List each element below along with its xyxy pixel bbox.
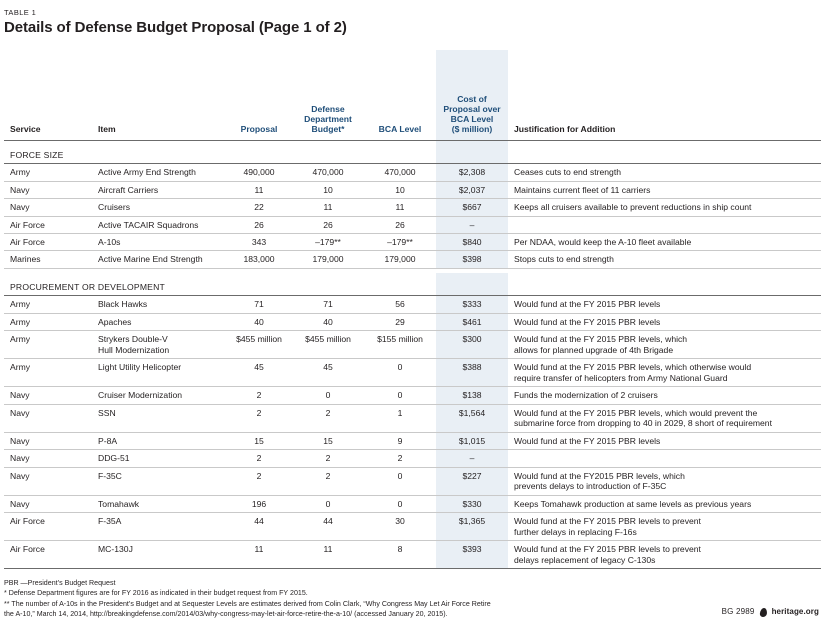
cell-bca-level: 56 [364, 296, 436, 313]
section-heading-cost-cell [436, 273, 508, 296]
cell-justification: Would fund at the FY 2015 PBR levels, which allows for planned upgrade of 4th Brigade [508, 331, 821, 359]
cell-dod-budget: 470,000 [292, 164, 364, 181]
table-header [4, 50, 821, 140]
cell-service: Army [4, 359, 92, 387]
table-row [4, 541, 821, 569]
cell-proposal: 2 [226, 467, 292, 495]
table-row [4, 404, 821, 432]
cell-service: Navy [4, 467, 92, 495]
cell-service: Army [4, 313, 92, 330]
table-row [4, 331, 821, 359]
cell-dod-budget: 0 [292, 387, 364, 404]
footer [722, 607, 819, 616]
cell-proposal: 40 [226, 313, 292, 330]
cell-cost: $300 [436, 331, 508, 359]
table-row [4, 467, 821, 495]
cell-bca-level: 10 [364, 181, 436, 198]
table-note-line: * Defense Department figures are for FY 2016 as indicated in their budget request from FY 2015. [4, 589, 308, 598]
table-row [4, 164, 821, 181]
cell-item: Cruisers [92, 199, 226, 216]
header-spacer-row [4, 50, 821, 94]
cell-proposal: 196 [226, 495, 292, 512]
cell-item: Active TACAIR Squadrons [92, 216, 226, 233]
cell-cost: $1,564 [436, 404, 508, 432]
cell-proposal: 2 [226, 404, 292, 432]
cell-dod-budget: 44 [292, 513, 364, 541]
page-title: Details of Defense Budget Proposal (Page 1 of 2) [4, 19, 347, 36]
table-row [4, 233, 821, 250]
cell-justification: Would fund at the FY 2015 PBR levels, which otherwise would require transfer of helicopters from Army National Guard [508, 359, 821, 387]
cell-service: Army [4, 331, 92, 359]
cell-service: Navy [4, 495, 92, 512]
cell-item: DDG-51 [92, 450, 226, 467]
cell-justification: Per NDAA, would keep the A-10 fleet available [508, 233, 821, 250]
cell-dod-budget: $455 million [292, 331, 364, 359]
table-row [4, 513, 821, 541]
section-heading-cost-cell [436, 140, 508, 163]
cell-dod-budget: 2 [292, 450, 364, 467]
cell-bca-level: 0 [364, 359, 436, 387]
report-id: BG 2989 [721, 607, 755, 616]
cell-dod-budget: 2 [292, 404, 364, 432]
cell-service: Army [4, 164, 92, 181]
cell-cost: $667 [436, 199, 508, 216]
dod-budget-line-3: Budget* [311, 124, 345, 135]
cell-dod-budget: 15 [292, 432, 364, 449]
cell-item: SSN [92, 404, 226, 432]
cell-service: Navy [4, 387, 92, 404]
cell-justification: Would fund at the FY 2015 PBR levels [508, 432, 821, 449]
cost-line-2: Proposal over [443, 104, 501, 115]
column-header-service: Service [4, 94, 92, 140]
cell-bca-level: –179** [364, 233, 436, 250]
table-row [4, 181, 821, 198]
cost-line-3: BCA Level [450, 114, 494, 125]
cell-cost: $138 [436, 387, 508, 404]
cell-item: Active Army End Strength [92, 164, 226, 181]
cell-bca-level: 8 [364, 541, 436, 569]
table-body [4, 140, 821, 569]
cell-bca-level: 179,000 [364, 251, 436, 268]
cell-proposal: 2 [226, 387, 292, 404]
cell-item: Cruiser Modernization [92, 387, 226, 404]
spacer-cell-5 [364, 50, 436, 94]
section-heading-row [4, 273, 821, 296]
cell-cost: $333 [436, 296, 508, 313]
spacer-cell-1 [4, 50, 92, 94]
cell-cost: $330 [436, 495, 508, 512]
section-heading-justification-cell [508, 273, 821, 296]
table-note-line: ** The number of A-10s in the President’s Budget and at Sequester Levels are estimates derived from Colin Clark, “Why Congress May Let Air Force Retire [4, 599, 491, 608]
cell-cost: – [436, 450, 508, 467]
cell-bca-level: 0 [364, 387, 436, 404]
table-note-line: PBR —President’s Budget Request [4, 579, 116, 588]
table-row [4, 495, 821, 512]
cell-service: Navy [4, 404, 92, 432]
cell-item: Light Utility Helicopter [92, 359, 226, 387]
cost-line-1: Cost of [457, 94, 487, 104]
dod-budget-line-1: Defense [311, 104, 345, 115]
cell-bca-level: 470,000 [364, 164, 436, 181]
spacer-cell-6 [436, 50, 508, 94]
column-header-justification: Justification for Addition [508, 94, 821, 140]
cell-service: Navy [4, 199, 92, 216]
column-header-dod-budget [292, 94, 364, 140]
cell-service: Air Force [4, 233, 92, 250]
cell-proposal: 15 [226, 432, 292, 449]
cell-item: MC-130J [92, 541, 226, 569]
cell-item: F-35A [92, 513, 226, 541]
table-row [4, 251, 821, 268]
cell-bca-level: $155 million [364, 331, 436, 359]
table-row [4, 450, 821, 467]
cell-item: A-10s [92, 233, 226, 250]
cell-item: Strykers Double-V Hull Modernization [92, 331, 226, 359]
table-notes [4, 578, 694, 619]
cell-dod-budget: 179,000 [292, 251, 364, 268]
brand-label: heritage.org [771, 607, 819, 616]
cell-justification [508, 216, 821, 233]
spacer-cell-4 [292, 50, 364, 94]
cell-service: Marines [4, 251, 92, 268]
spacer-cell-3 [226, 50, 292, 94]
cell-justification: Would fund at the FY 2015 PBR levels, which would prevent the submarine force from dropping to 40 in 2029, 8 short of requirement [508, 404, 821, 432]
cell-item: Apaches [92, 313, 226, 330]
cell-bca-level: 2 [364, 450, 436, 467]
cell-item: P-8A [92, 432, 226, 449]
table-row [4, 216, 821, 233]
column-header-cost [436, 94, 508, 140]
cell-bca-level: 9 [364, 432, 436, 449]
cell-item: Tomahawk [92, 495, 226, 512]
cell-dod-budget: 0 [292, 495, 364, 512]
column-header-item: Item [92, 94, 226, 140]
cell-dod-budget: –179** [292, 233, 364, 250]
column-header-proposal: Proposal [226, 94, 292, 140]
cell-service: Air Force [4, 541, 92, 569]
cell-bca-level: 30 [364, 513, 436, 541]
cell-proposal: 22 [226, 199, 292, 216]
cell-justification: Would fund at the FY 2015 PBR levels [508, 296, 821, 313]
cell-cost: $393 [436, 541, 508, 569]
cell-justification: Keeps all cruisers available to prevent reductions in ship count [508, 199, 821, 216]
dod-budget-line-2: Department [304, 114, 352, 125]
table-label: TABLE 1 [4, 8, 37, 17]
table-row [4, 296, 821, 313]
section-heading-label: FORCE SIZE [4, 140, 436, 163]
cell-cost: $1,365 [436, 513, 508, 541]
cell-item: Black Hawks [92, 296, 226, 313]
cell-bca-level: 11 [364, 199, 436, 216]
cell-dod-budget: 40 [292, 313, 364, 330]
budget-proposal-table [4, 50, 821, 569]
cell-cost: $840 [436, 233, 508, 250]
cell-justification: Ceases cuts to end strength [508, 164, 821, 181]
cell-proposal: 2 [226, 450, 292, 467]
cell-proposal: 45 [226, 359, 292, 387]
cell-cost: $461 [436, 313, 508, 330]
column-header-bca-level: BCA Level [364, 94, 436, 140]
cost-line-4: ($ million) [451, 124, 493, 135]
cell-cost: $2,037 [436, 181, 508, 198]
cell-justification: Maintains current fleet of 11 carriers [508, 181, 821, 198]
cell-dod-budget: 71 [292, 296, 364, 313]
cell-proposal: 11 [226, 541, 292, 569]
cell-proposal: 26 [226, 216, 292, 233]
cell-proposal: 183,000 [226, 251, 292, 268]
cell-bca-level: 1 [364, 404, 436, 432]
cell-item: Active Marine End Strength [92, 251, 226, 268]
cell-proposal: 490,000 [226, 164, 292, 181]
cell-item: F-35C [92, 467, 226, 495]
cell-proposal: 44 [226, 513, 292, 541]
table-row [4, 313, 821, 330]
cell-service: Navy [4, 432, 92, 449]
cell-bca-level: 26 [364, 216, 436, 233]
cell-dod-budget: 2 [292, 467, 364, 495]
cell-justification: Funds the modernization of 2 cruisers [508, 387, 821, 404]
cell-justification: Would fund at the FY 2015 PBR levels to prevent further delays in replacing F-16s [508, 513, 821, 541]
table-note-line: the A-10,” March 14, 2014, http://breakingdefense.com/2014/03/why-congress-may-let-air-force-retire-the-a-10/ (accessed January 20, 2015). [4, 610, 448, 618]
cell-item: Aircraft Carriers [92, 181, 226, 198]
cell-bca-level: 0 [364, 467, 436, 495]
section-heading-row [4, 140, 821, 163]
cell-justification: Keeps Tomahawk production at same levels as previous years [508, 495, 821, 512]
cell-proposal: 71 [226, 296, 292, 313]
cell-cost: $398 [436, 251, 508, 268]
flame-logo-icon [759, 608, 767, 617]
cell-dod-budget: 10 [292, 181, 364, 198]
cell-service: Navy [4, 450, 92, 467]
cell-service: Air Force [4, 216, 92, 233]
cell-cost: – [436, 216, 508, 233]
cell-bca-level: 0 [364, 495, 436, 512]
cell-dod-budget: 45 [292, 359, 364, 387]
header-row [4, 94, 821, 140]
cell-justification: Stops cuts to end strength [508, 251, 821, 268]
cell-dod-budget: 26 [292, 216, 364, 233]
cell-proposal: 343 [226, 233, 292, 250]
cell-justification: Would fund at the FY2015 PBR levels, which prevents delays to introduction of F-35C [508, 467, 821, 495]
cell-justification [508, 450, 821, 467]
cell-bca-level: 29 [364, 313, 436, 330]
cell-justification: Would fund at the FY 2015 PBR levels [508, 313, 821, 330]
table-row [4, 432, 821, 449]
table-row [4, 387, 821, 404]
section-heading-justification-cell [508, 140, 821, 163]
cell-service: Navy [4, 181, 92, 198]
table-row [4, 199, 821, 216]
spacer-cell-2 [92, 50, 226, 94]
cell-service: Army [4, 296, 92, 313]
cell-dod-budget: 11 [292, 199, 364, 216]
cell-cost: $227 [436, 467, 508, 495]
cell-cost: $1,015 [436, 432, 508, 449]
section-heading-label: PROCUREMENT OR DEVELOPMENT [4, 273, 436, 296]
spacer-cell-7 [508, 50, 821, 94]
cell-dod-budget: 11 [292, 541, 364, 569]
cell-proposal: 11 [226, 181, 292, 198]
table-row [4, 359, 821, 387]
cell-justification: Would fund at the FY 2015 PBR levels to prevent delays replacement of legacy C-130s [508, 541, 821, 569]
cell-cost: $388 [436, 359, 508, 387]
cell-service: Air Force [4, 513, 92, 541]
cell-proposal: $455 million [226, 331, 292, 359]
cell-cost: $2,308 [436, 164, 508, 181]
